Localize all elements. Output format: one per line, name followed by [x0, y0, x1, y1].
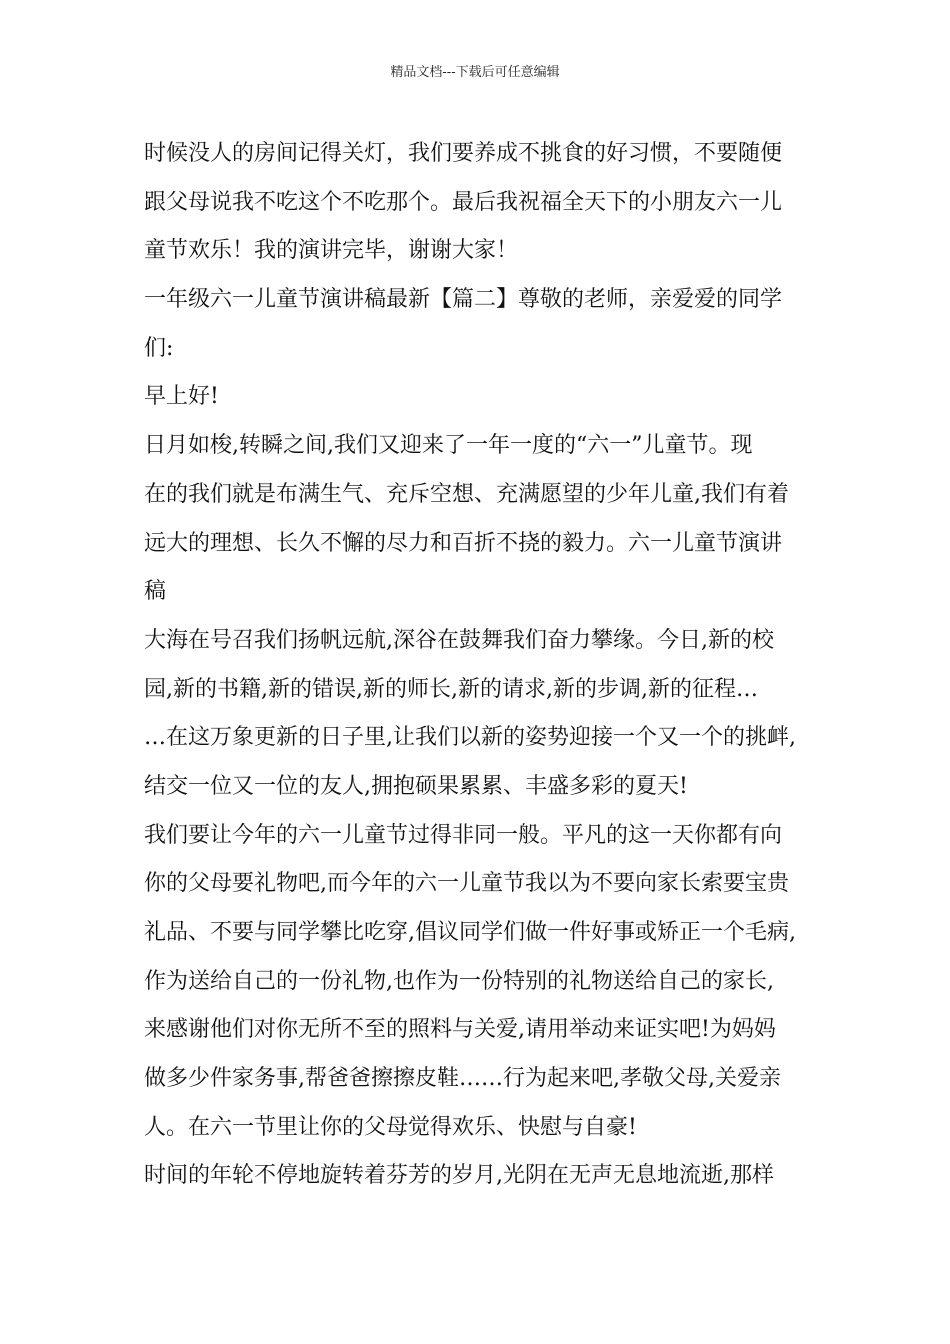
text-line: 时候没人的房间记得关灯，我们要养成不挑食的好习惯，不要随便	[144, 141, 783, 166]
text-line: 跟父母说我不吃这个不吃那个。最后我祝福全天下的小朋友六一儿	[144, 189, 783, 215]
text-line: 我们要让今年的六一儿童节过得非同一般。平凡的这一天你都有向	[144, 822, 783, 848]
text-line: 们:	[144, 335, 174, 361]
section-heading-line: 一年级六一儿童节演讲稿最新【篇二】尊敬的老师，亲爱爱的同学	[144, 287, 783, 313]
text-line: 你的父母要礼物吧,而今年的六一儿童节我以为不要向家长索要宝贵	[144, 871, 789, 897]
text-line: 大海在号召我们扬帆远航,深谷在鼓舞我们奋力攀缘。今日,新的校	[144, 627, 774, 653]
page-header: 精品文档---下载后可任意编辑	[390, 65, 560, 80]
text-line: 园,新的书籍,新的错误,新的师长,新的请求,新的步调,新的征程…	[144, 676, 758, 702]
text-line: 结交一位又一位的友人,拥抱硕果累累、丰盛多彩的夏天!	[144, 773, 688, 799]
document-body	[144, 130, 824, 1201]
text-line: 人。在六一节里让你的父母觉得欢乐、快慰与自豪!	[144, 1114, 637, 1140]
text-line: 时间的年轮不停地旋转着芬芳的岁月,光阴在无声无息地流逝,那样	[144, 1163, 774, 1189]
text-line: 礼品、不要与同学攀比吃穿,倡议同学们做一件好事或矫正一个毛病,	[144, 920, 796, 945]
text-line: 日月如梭,转瞬之间,我们又迎来了一年一度的“六一”儿童节。现	[144, 433, 753, 459]
text-line: 远大的理想、长久不懈的尽力和百折不挠的毅力。六一儿童节演讲	[144, 530, 783, 556]
greeting-line: 早上好!	[144, 384, 219, 410]
text-line: 来感谢他们对你无所不至的照料与关爱,请用举动来证实吧!为妈妈	[144, 1017, 776, 1043]
text-line: 童节欢乐！我的演讲完毕，谢谢大家！	[144, 238, 519, 264]
text-line: 在的我们就是布满生气、充斥空想、充满愿望的少年儿童,我们有着	[144, 481, 789, 507]
text-line: 作为送给自己的一份礼物,也作为一份特别的礼物送给自己的家长,	[144, 968, 774, 994]
text-line: 稿	[144, 579, 167, 605]
text-line: …在这万象更新的日子里,让我们以新的姿势迎接一个又一个的挑衅,	[144, 725, 796, 751]
text-line: 做多少件家务事,帮爸爸擦擦皮鞋……行为起来吧,孝敬父母,关爱亲	[144, 1066, 781, 1092]
